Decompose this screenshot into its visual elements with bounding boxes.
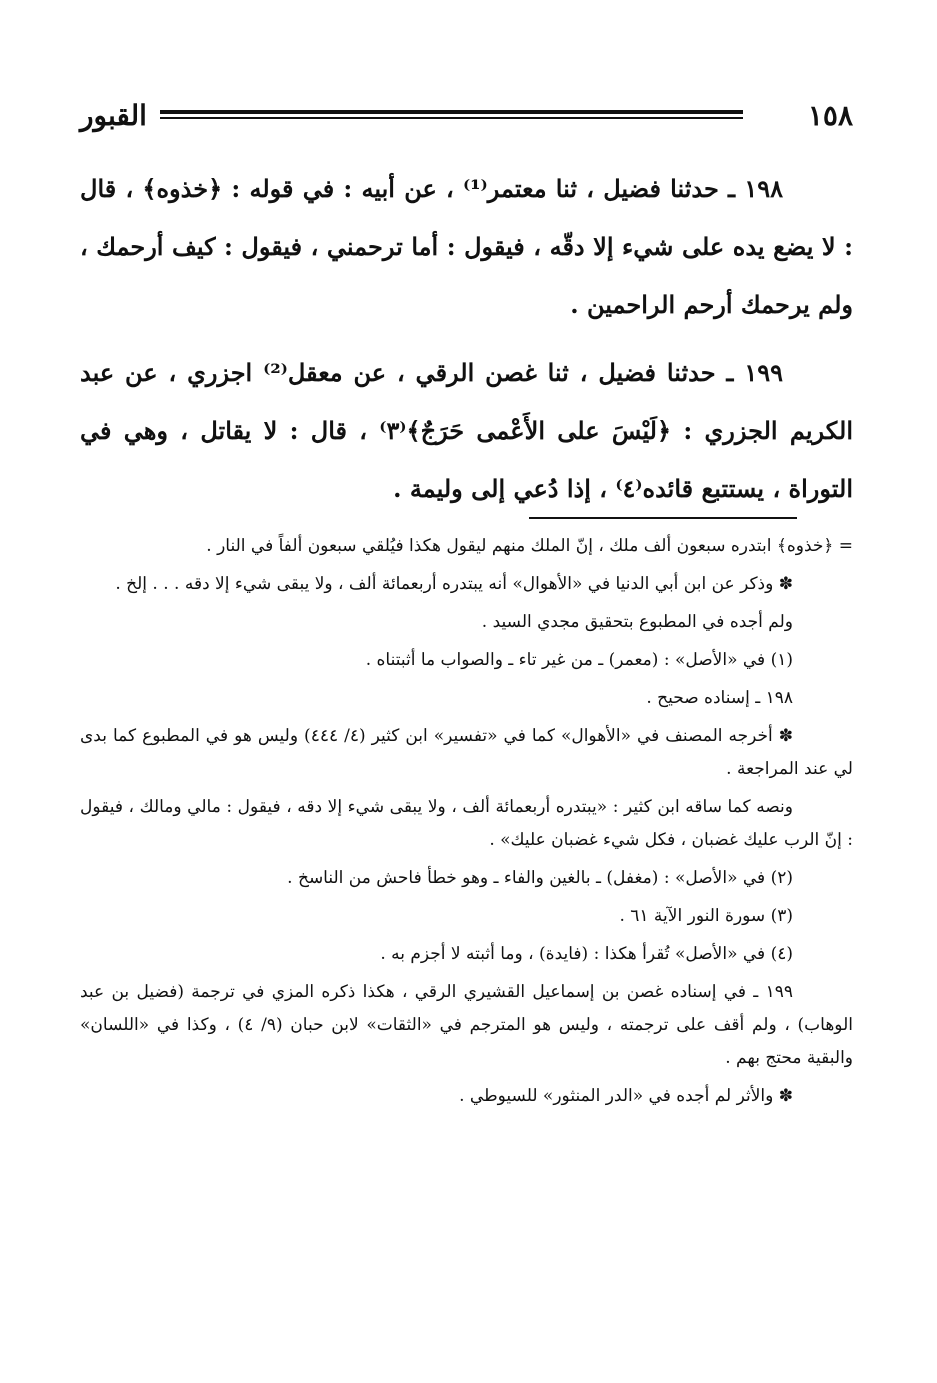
header-rule-thin — [160, 117, 743, 119]
footnotes — [80, 530, 853, 1118]
narration-198: ١٩٨ ـ حدثنا فضيل ، ثنا معتمر⁽¹⁾ ، عن أبيه : في قوله : ﴿خذوه﴾ ، قال : لا يضع يده على شيء إلا دقّه ، فيقول : أما ترحمني ، فيقول : كيف أرحمك ، ولم يرحمك أرحم الراحمين . — [80, 174, 853, 319]
footnote-item: (١) في «الأصل» : (معمر) ـ من غير تاء ـ والصواب ما أثبتناه . — [365, 650, 793, 670]
footnote-item: ✽ والأثر لم أجده في «الدر المنثور» للسيوطي . — [459, 1086, 793, 1106]
footnote-item: (٤) في «الأصل» تُقرأ هكذا : (فايدة) ، وما أثبته لا أجزم به . — [380, 944, 793, 964]
footnote-item: ✽ وذكر عن ابن أبي الدنيا في «الأهوال» أنه يبتدره أربعمائة ألف ، ولا يبقى شيء إلا دقه . . . إلخ . — [115, 574, 793, 594]
footnote-item: ١٩٨ ـ إسناده صحيح . — [646, 688, 793, 708]
narration-199: ١٩٩ ـ حدثنا فضيل ، ثنا غصن الرقي ، عن معقل⁽²⁾ اجزري ، عن عبد الكريم الجزري : ﴿لَيْسَ على الأَعْمى حَرَجٌ﴾⁽٣⁾ ، قال : لا يقاتل ، وهي في التوراة ، يستتبع قائده⁽٤⁾ ، إذا دُعي إلى وليمة . — [80, 358, 854, 503]
footnote-continuation: = ﴿خذوه﴾ ابتدره سبعون ألف ملك ، إنّ الملك منهم ليقول هكذا فيُلقي سبعون ألفاً في النار . — [206, 536, 853, 556]
footnote-item: (٣) سورة النور الآية ٦١ . — [619, 906, 793, 926]
footnote-separator — [529, 517, 797, 519]
header-rule-thick — [160, 110, 743, 114]
footnote-item: ✽ أخرجه المصنف في «الأهوال» كما في «تفسير» ابن كثير (٤/ ٤٤٤) وليس هو في المطبوع كما بدى لي عند المراجعة . — [80, 726, 853, 779]
running-title: القبور — [80, 99, 147, 132]
footnote-item: ونصه كما ساقه ابن كثير : «يبتدره أربعمائة ألف ، ولا يبقى شيء إلا دقه ، فيقول : مالي ومالك ، فيقول : إنّ الرب عليك غضبان ، فكل شيء غضبان عليك» . — [80, 797, 853, 850]
footnote-item: ١٩٩ ـ في إسناده غصن بن إسماعيل القشيري الرقي ، هكذا ذكره المزي في ترجمة (فضيل بن عبد الوهاب) ، ولم أقف على ترجمته ، وليس هو المترجم في «الثقات» لابن حبان (٩/ ٤) ، وكذا في «اللسان» والبقية محتج بهم . — [80, 982, 853, 1068]
footnote-item: ولم أجده في المطبوع بتحقيق مجدي السيد . — [481, 612, 793, 632]
header-rule — [160, 110, 743, 122]
page-number: ١٥٨ — [807, 99, 853, 132]
footnote-item: (٢) في «الأصل» : (مغفل) ـ بالغين والفاء ـ وهو خطأ فاحش من الناسخ . — [287, 868, 793, 888]
page-header — [80, 96, 853, 136]
main-text — [80, 160, 853, 528]
